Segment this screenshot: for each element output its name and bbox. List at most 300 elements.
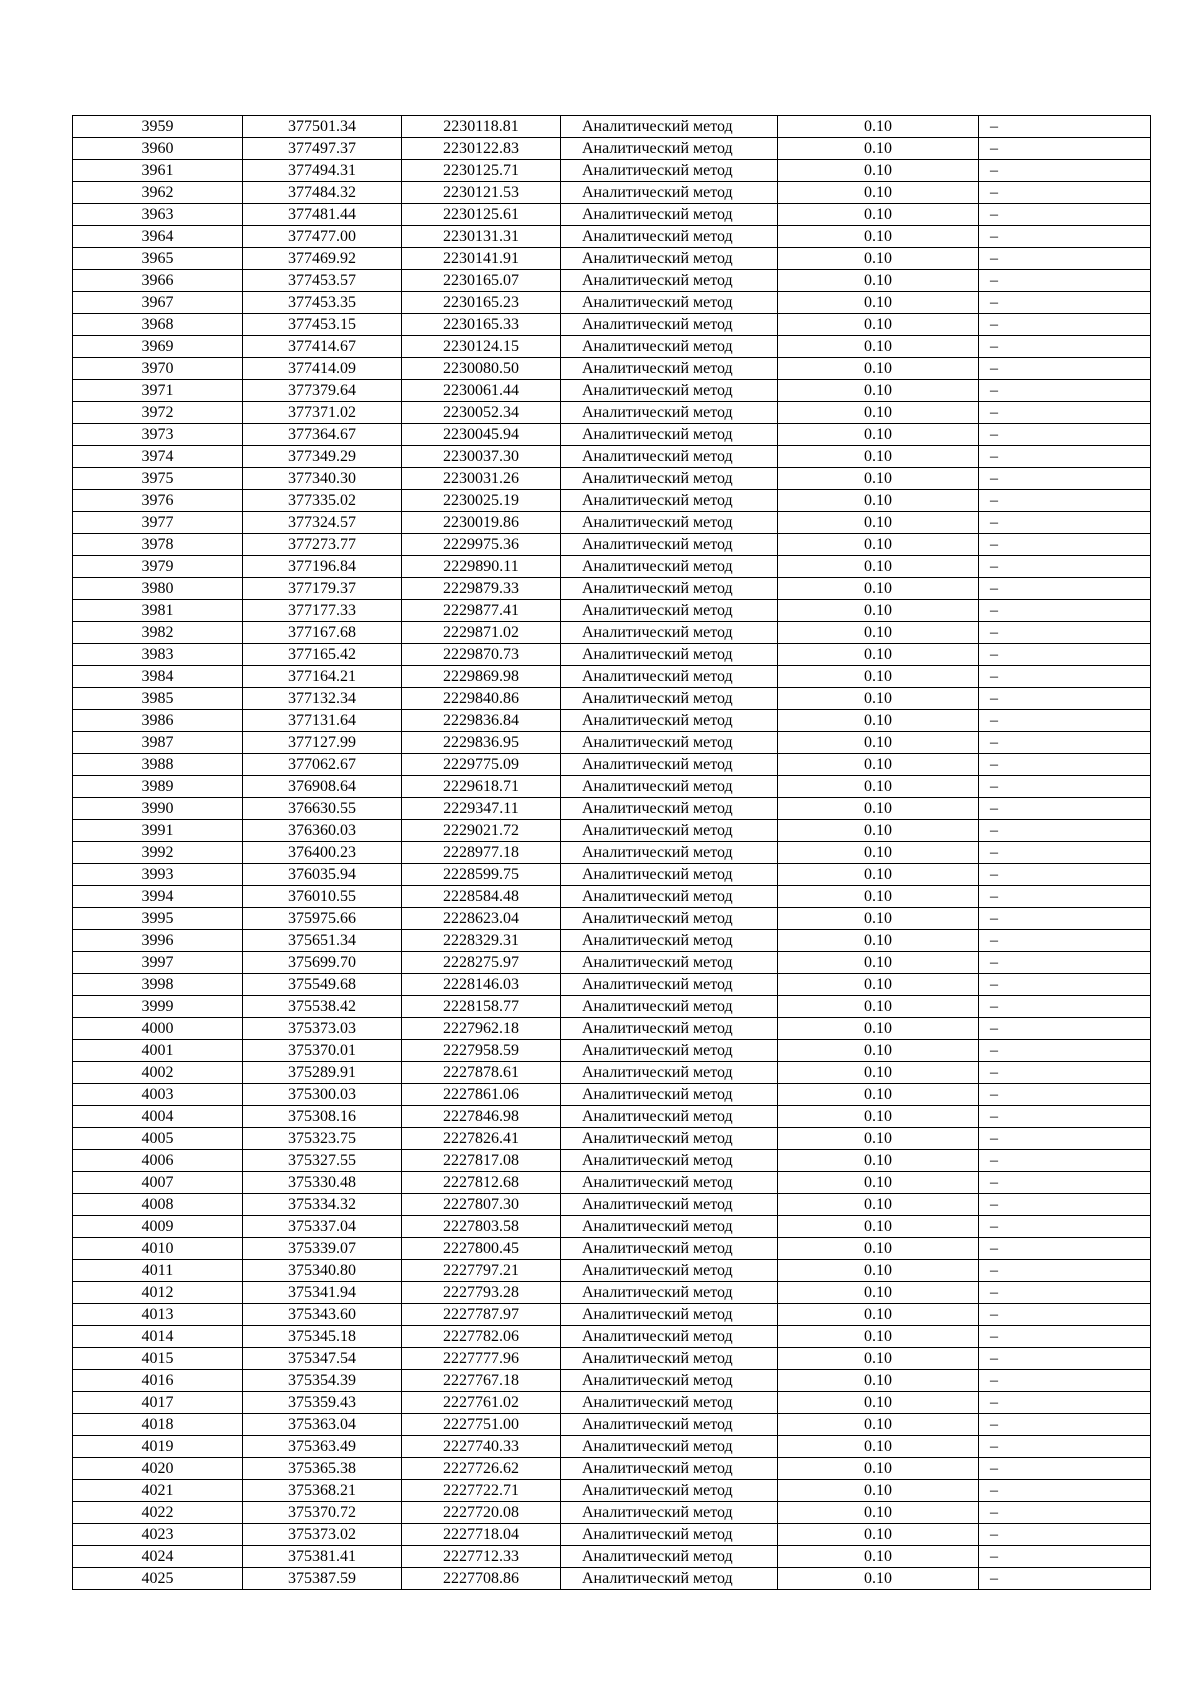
note-cell: – xyxy=(979,776,1151,798)
precision-cell: 0.10 xyxy=(778,1458,979,1480)
y-coordinate-cell: 2227712.33 xyxy=(402,1546,561,1568)
method-cell: Аналитический метод xyxy=(561,556,778,578)
table-row xyxy=(73,688,1151,710)
precision-cell: 0.10 xyxy=(778,270,979,292)
x-coordinate-cell: 377414.67 xyxy=(243,336,402,358)
precision-cell: 0.10 xyxy=(778,292,979,314)
method-cell: Аналитический метод xyxy=(561,490,778,512)
table-row xyxy=(73,1502,1151,1524)
point-number-cell: 3959 xyxy=(73,116,243,138)
note-cell: – xyxy=(979,116,1151,138)
y-coordinate-cell: 2230080.50 xyxy=(402,358,561,380)
point-number-cell: 3982 xyxy=(73,622,243,644)
precision-cell: 0.10 xyxy=(778,1084,979,1106)
y-coordinate-cell: 2228977.18 xyxy=(402,842,561,864)
point-number-cell: 3986 xyxy=(73,710,243,732)
x-coordinate-cell: 375337.04 xyxy=(243,1216,402,1238)
y-coordinate-cell: 2227740.33 xyxy=(402,1436,561,1458)
table-row xyxy=(73,204,1151,226)
y-coordinate-cell: 2230125.61 xyxy=(402,204,561,226)
point-number-cell: 3989 xyxy=(73,776,243,798)
note-cell: – xyxy=(979,1414,1151,1436)
point-number-cell: 3960 xyxy=(73,138,243,160)
x-coordinate-cell: 375340.80 xyxy=(243,1260,402,1282)
method-cell: Аналитический метод xyxy=(561,1084,778,1106)
precision-cell: 0.10 xyxy=(778,1018,979,1040)
x-coordinate-cell: 376908.64 xyxy=(243,776,402,798)
x-coordinate-cell: 376010.55 xyxy=(243,886,402,908)
method-cell: Аналитический метод xyxy=(561,688,778,710)
point-number-cell: 3978 xyxy=(73,534,243,556)
precision-cell: 0.10 xyxy=(778,732,979,754)
table-row xyxy=(73,226,1151,248)
point-number-cell: 3983 xyxy=(73,644,243,666)
precision-cell: 0.10 xyxy=(778,1150,979,1172)
note-cell: – xyxy=(979,754,1151,776)
note-cell: – xyxy=(979,864,1151,886)
point-number-cell: 3965 xyxy=(73,248,243,270)
note-cell: – xyxy=(979,1326,1151,1348)
precision-cell: 0.10 xyxy=(778,380,979,402)
method-cell: Аналитический метод xyxy=(561,886,778,908)
note-cell: – xyxy=(979,1084,1151,1106)
point-number-cell: 3992 xyxy=(73,842,243,864)
point-number-cell: 4020 xyxy=(73,1458,243,1480)
note-cell: – xyxy=(979,490,1151,512)
table-row xyxy=(73,446,1151,468)
point-number-cell: 4004 xyxy=(73,1106,243,1128)
point-number-cell: 4003 xyxy=(73,1084,243,1106)
method-cell: Аналитический метод xyxy=(561,1546,778,1568)
y-coordinate-cell: 2227708.86 xyxy=(402,1568,561,1590)
x-coordinate-cell: 377179.37 xyxy=(243,578,402,600)
x-coordinate-cell: 376400.23 xyxy=(243,842,402,864)
table-row xyxy=(73,1106,1151,1128)
y-coordinate-cell: 2227800.45 xyxy=(402,1238,561,1260)
y-coordinate-cell: 2230131.31 xyxy=(402,226,561,248)
table-row xyxy=(73,402,1151,424)
point-number-cell: 3967 xyxy=(73,292,243,314)
y-coordinate-cell: 2227767.18 xyxy=(402,1370,561,1392)
note-cell: – xyxy=(979,1238,1151,1260)
method-cell: Аналитический метод xyxy=(561,1282,778,1304)
note-cell: – xyxy=(979,1106,1151,1128)
note-cell: – xyxy=(979,226,1151,248)
y-coordinate-cell: 2230165.33 xyxy=(402,314,561,336)
note-cell: – xyxy=(979,952,1151,974)
method-cell: Аналитический метод xyxy=(561,908,778,930)
note-cell: – xyxy=(979,336,1151,358)
note-cell: – xyxy=(979,644,1151,666)
x-coordinate-cell: 377497.37 xyxy=(243,138,402,160)
point-number-cell: 3961 xyxy=(73,160,243,182)
y-coordinate-cell: 2227720.08 xyxy=(402,1502,561,1524)
method-cell: Аналитический метод xyxy=(561,732,778,754)
note-cell: – xyxy=(979,424,1151,446)
point-number-cell: 3990 xyxy=(73,798,243,820)
table-row xyxy=(73,1304,1151,1326)
note-cell: – xyxy=(979,534,1151,556)
point-number-cell: 4008 xyxy=(73,1194,243,1216)
x-coordinate-cell: 375289.91 xyxy=(243,1062,402,1084)
note-cell: – xyxy=(979,1568,1151,1590)
note-cell: – xyxy=(979,1458,1151,1480)
precision-cell: 0.10 xyxy=(778,1370,979,1392)
x-coordinate-cell: 377501.34 xyxy=(243,116,402,138)
y-coordinate-cell: 2229618.71 xyxy=(402,776,561,798)
note-cell: – xyxy=(979,842,1151,864)
precision-cell: 0.10 xyxy=(778,314,979,336)
point-number-cell: 4011 xyxy=(73,1260,243,1282)
point-number-cell: 3994 xyxy=(73,886,243,908)
x-coordinate-cell: 377477.00 xyxy=(243,226,402,248)
point-number-cell: 3987 xyxy=(73,732,243,754)
y-coordinate-cell: 2229870.73 xyxy=(402,644,561,666)
table-row xyxy=(73,534,1151,556)
x-coordinate-cell: 375330.48 xyxy=(243,1172,402,1194)
y-coordinate-cell: 2230019.86 xyxy=(402,512,561,534)
note-cell: – xyxy=(979,380,1151,402)
y-coordinate-cell: 2229879.33 xyxy=(402,578,561,600)
table-row xyxy=(73,556,1151,578)
method-cell: Аналитический метод xyxy=(561,710,778,732)
precision-cell: 0.10 xyxy=(778,446,979,468)
point-number-cell: 4006 xyxy=(73,1150,243,1172)
method-cell: Аналитический метод xyxy=(561,160,778,182)
note-cell: – xyxy=(979,908,1151,930)
x-coordinate-cell: 377132.34 xyxy=(243,688,402,710)
note-cell: – xyxy=(979,402,1151,424)
method-cell: Аналитический метод xyxy=(561,314,778,336)
table-row xyxy=(73,974,1151,996)
y-coordinate-cell: 2229840.86 xyxy=(402,688,561,710)
y-coordinate-cell: 2227846.98 xyxy=(402,1106,561,1128)
precision-cell: 0.10 xyxy=(778,820,979,842)
y-coordinate-cell: 2227826.41 xyxy=(402,1128,561,1150)
table-row xyxy=(73,754,1151,776)
point-number-cell: 4012 xyxy=(73,1282,243,1304)
method-cell: Аналитический метод xyxy=(561,754,778,776)
point-number-cell: 3980 xyxy=(73,578,243,600)
x-coordinate-cell: 375373.02 xyxy=(243,1524,402,1546)
point-number-cell: 3979 xyxy=(73,556,243,578)
x-coordinate-cell: 375365.38 xyxy=(243,1458,402,1480)
method-cell: Аналитический метод xyxy=(561,842,778,864)
table-row xyxy=(73,1238,1151,1260)
y-coordinate-cell: 2227817.08 xyxy=(402,1150,561,1172)
precision-cell: 0.10 xyxy=(778,116,979,138)
x-coordinate-cell: 375323.75 xyxy=(243,1128,402,1150)
precision-cell: 0.10 xyxy=(778,710,979,732)
method-cell: Аналитический метод xyxy=(561,1414,778,1436)
table-row xyxy=(73,864,1151,886)
x-coordinate-cell: 377453.57 xyxy=(243,270,402,292)
table-row xyxy=(73,336,1151,358)
point-number-cell: 4005 xyxy=(73,1128,243,1150)
y-coordinate-cell: 2227793.28 xyxy=(402,1282,561,1304)
method-cell: Аналитический метод xyxy=(561,1062,778,1084)
y-coordinate-cell: 2229775.09 xyxy=(402,754,561,776)
point-number-cell: 4025 xyxy=(73,1568,243,1590)
y-coordinate-cell: 2229836.84 xyxy=(402,710,561,732)
y-coordinate-cell: 2227962.18 xyxy=(402,1018,561,1040)
coordinate-table xyxy=(72,115,1151,1590)
note-cell: – xyxy=(979,1304,1151,1326)
y-coordinate-cell: 2230061.44 xyxy=(402,380,561,402)
point-number-cell: 4013 xyxy=(73,1304,243,1326)
y-coordinate-cell: 2230125.71 xyxy=(402,160,561,182)
table-row xyxy=(73,1150,1151,1172)
point-number-cell: 3988 xyxy=(73,754,243,776)
point-number-cell: 4009 xyxy=(73,1216,243,1238)
note-cell: – xyxy=(979,1018,1151,1040)
x-coordinate-cell: 375387.59 xyxy=(243,1568,402,1590)
method-cell: Аналитический метод xyxy=(561,1238,778,1260)
method-cell: Аналитический метод xyxy=(561,1458,778,1480)
x-coordinate-cell: 377379.64 xyxy=(243,380,402,402)
method-cell: Аналитический метод xyxy=(561,534,778,556)
table-row xyxy=(73,1018,1151,1040)
note-cell: – xyxy=(979,182,1151,204)
table-row xyxy=(73,732,1151,754)
x-coordinate-cell: 377453.35 xyxy=(243,292,402,314)
table-row xyxy=(73,1546,1151,1568)
table-row xyxy=(73,1392,1151,1414)
method-cell: Аналитический метод xyxy=(561,820,778,842)
y-coordinate-cell: 2230045.94 xyxy=(402,424,561,446)
x-coordinate-cell: 377127.99 xyxy=(243,732,402,754)
y-coordinate-cell: 2230122.83 xyxy=(402,138,561,160)
table-row xyxy=(73,1084,1151,1106)
precision-cell: 0.10 xyxy=(778,468,979,490)
y-coordinate-cell: 2229869.98 xyxy=(402,666,561,688)
precision-cell: 0.10 xyxy=(778,1260,979,1282)
x-coordinate-cell: 377364.67 xyxy=(243,424,402,446)
note-cell: – xyxy=(979,886,1151,908)
x-coordinate-cell: 377484.32 xyxy=(243,182,402,204)
x-coordinate-cell: 377324.57 xyxy=(243,512,402,534)
note-cell: – xyxy=(979,820,1151,842)
precision-cell: 0.10 xyxy=(778,952,979,974)
table-row xyxy=(73,952,1151,974)
y-coordinate-cell: 2227782.06 xyxy=(402,1326,561,1348)
table-row xyxy=(73,622,1151,644)
method-cell: Аналитический метод xyxy=(561,622,778,644)
method-cell: Аналитический метод xyxy=(561,1392,778,1414)
method-cell: Аналитический метод xyxy=(561,402,778,424)
note-cell: – xyxy=(979,974,1151,996)
y-coordinate-cell: 2230141.91 xyxy=(402,248,561,270)
method-cell: Аналитический метод xyxy=(561,1128,778,1150)
y-coordinate-cell: 2227807.30 xyxy=(402,1194,561,1216)
y-coordinate-cell: 2230031.26 xyxy=(402,468,561,490)
y-coordinate-cell: 2227777.96 xyxy=(402,1348,561,1370)
x-coordinate-cell: 377165.42 xyxy=(243,644,402,666)
precision-cell: 0.10 xyxy=(778,886,979,908)
note-cell: – xyxy=(979,622,1151,644)
x-coordinate-cell: 375308.16 xyxy=(243,1106,402,1128)
table-row xyxy=(73,644,1151,666)
y-coordinate-cell: 2227726.62 xyxy=(402,1458,561,1480)
precision-cell: 0.10 xyxy=(778,974,979,996)
note-cell: – xyxy=(979,314,1151,336)
y-coordinate-cell: 2228158.77 xyxy=(402,996,561,1018)
method-cell: Аналитический метод xyxy=(561,996,778,1018)
method-cell: Аналитический метод xyxy=(561,512,778,534)
y-coordinate-cell: 2227797.21 xyxy=(402,1260,561,1282)
x-coordinate-cell: 375347.54 xyxy=(243,1348,402,1370)
x-coordinate-cell: 377177.33 xyxy=(243,600,402,622)
note-cell: – xyxy=(979,1546,1151,1568)
table-row xyxy=(73,1062,1151,1084)
precision-cell: 0.10 xyxy=(778,1546,979,1568)
point-number-cell: 3985 xyxy=(73,688,243,710)
note-cell: – xyxy=(979,732,1151,754)
method-cell: Аналитический метод xyxy=(561,248,778,270)
method-cell: Аналитический метод xyxy=(561,358,778,380)
y-coordinate-cell: 2228329.31 xyxy=(402,930,561,952)
x-coordinate-cell: 375345.18 xyxy=(243,1326,402,1348)
table-row xyxy=(73,776,1151,798)
table-row xyxy=(73,930,1151,952)
note-cell: – xyxy=(979,710,1151,732)
table-row xyxy=(73,908,1151,930)
point-number-cell: 3981 xyxy=(73,600,243,622)
method-cell: Аналитический метод xyxy=(561,1172,778,1194)
x-coordinate-cell: 377414.09 xyxy=(243,358,402,380)
precision-cell: 0.10 xyxy=(778,556,979,578)
x-coordinate-cell: 375368.21 xyxy=(243,1480,402,1502)
note-cell: – xyxy=(979,1062,1151,1084)
precision-cell: 0.10 xyxy=(778,1304,979,1326)
point-number-cell: 3974 xyxy=(73,446,243,468)
y-coordinate-cell: 2230118.81 xyxy=(402,116,561,138)
note-cell: – xyxy=(979,798,1151,820)
note-cell: – xyxy=(979,1194,1151,1216)
point-number-cell: 3995 xyxy=(73,908,243,930)
method-cell: Аналитический метод xyxy=(561,1018,778,1040)
method-cell: Аналитический метод xyxy=(561,930,778,952)
method-cell: Аналитический метод xyxy=(561,1524,778,1546)
y-coordinate-cell: 2228599.75 xyxy=(402,864,561,886)
precision-cell: 0.10 xyxy=(778,1128,979,1150)
point-number-cell: 3964 xyxy=(73,226,243,248)
table-row xyxy=(73,710,1151,732)
precision-cell: 0.10 xyxy=(778,358,979,380)
x-coordinate-cell: 375370.01 xyxy=(243,1040,402,1062)
table-row xyxy=(73,996,1151,1018)
point-number-cell: 3973 xyxy=(73,424,243,446)
x-coordinate-cell: 377196.84 xyxy=(243,556,402,578)
method-cell: Аналитический метод xyxy=(561,468,778,490)
x-coordinate-cell: 375381.41 xyxy=(243,1546,402,1568)
y-coordinate-cell: 2230121.53 xyxy=(402,182,561,204)
point-number-cell: 3962 xyxy=(73,182,243,204)
note-cell: – xyxy=(979,204,1151,226)
method-cell: Аналитический метод xyxy=(561,204,778,226)
x-coordinate-cell: 375359.43 xyxy=(243,1392,402,1414)
precision-cell: 0.10 xyxy=(778,622,979,644)
precision-cell: 0.10 xyxy=(778,842,979,864)
point-number-cell: 4021 xyxy=(73,1480,243,1502)
precision-cell: 0.10 xyxy=(778,1238,979,1260)
x-coordinate-cell: 375339.07 xyxy=(243,1238,402,1260)
point-number-cell: 3969 xyxy=(73,336,243,358)
method-cell: Аналитический метод xyxy=(561,776,778,798)
point-number-cell: 4016 xyxy=(73,1370,243,1392)
precision-cell: 0.10 xyxy=(778,666,979,688)
note-cell: – xyxy=(979,358,1151,380)
precision-cell: 0.10 xyxy=(778,1194,979,1216)
note-cell: – xyxy=(979,138,1151,160)
precision-cell: 0.10 xyxy=(778,864,979,886)
x-coordinate-cell: 375300.03 xyxy=(243,1084,402,1106)
point-number-cell: 3977 xyxy=(73,512,243,534)
x-coordinate-cell: 375651.34 xyxy=(243,930,402,952)
method-cell: Аналитический метод xyxy=(561,644,778,666)
y-coordinate-cell: 2227803.58 xyxy=(402,1216,561,1238)
y-coordinate-cell: 2229975.36 xyxy=(402,534,561,556)
note-cell: – xyxy=(979,512,1151,534)
method-cell: Аналитический метод xyxy=(561,1480,778,1502)
precision-cell: 0.10 xyxy=(778,490,979,512)
precision-cell: 0.10 xyxy=(778,600,979,622)
point-number-cell: 4000 xyxy=(73,1018,243,1040)
table-row xyxy=(73,1568,1151,1590)
precision-cell: 0.10 xyxy=(778,336,979,358)
y-coordinate-cell: 2230052.34 xyxy=(402,402,561,424)
note-cell: – xyxy=(979,1348,1151,1370)
precision-cell: 0.10 xyxy=(778,204,979,226)
y-coordinate-cell: 2227718.04 xyxy=(402,1524,561,1546)
method-cell: Аналитический метод xyxy=(561,1216,778,1238)
precision-cell: 0.10 xyxy=(778,1172,979,1194)
table-row xyxy=(73,512,1151,534)
y-coordinate-cell: 2229021.72 xyxy=(402,820,561,842)
table-row xyxy=(73,1480,1151,1502)
method-cell: Аналитический метод xyxy=(561,1040,778,1062)
point-number-cell: 3963 xyxy=(73,204,243,226)
y-coordinate-cell: 2227722.71 xyxy=(402,1480,561,1502)
x-coordinate-cell: 377167.68 xyxy=(243,622,402,644)
note-cell: – xyxy=(979,270,1151,292)
precision-cell: 0.10 xyxy=(778,1480,979,1502)
precision-cell: 0.10 xyxy=(778,996,979,1018)
precision-cell: 0.10 xyxy=(778,930,979,952)
x-coordinate-cell: 375334.32 xyxy=(243,1194,402,1216)
table-row xyxy=(73,1436,1151,1458)
x-coordinate-cell: 377494.31 xyxy=(243,160,402,182)
note-cell: – xyxy=(979,1524,1151,1546)
method-cell: Аналитический метод xyxy=(561,1502,778,1524)
point-number-cell: 3991 xyxy=(73,820,243,842)
table-row xyxy=(73,1216,1151,1238)
method-cell: Аналитический метод xyxy=(561,952,778,974)
precision-cell: 0.10 xyxy=(778,798,979,820)
precision-cell: 0.10 xyxy=(778,138,979,160)
note-cell: – xyxy=(979,1150,1151,1172)
x-coordinate-cell: 375341.94 xyxy=(243,1282,402,1304)
x-coordinate-cell: 375363.49 xyxy=(243,1436,402,1458)
precision-cell: 0.10 xyxy=(778,182,979,204)
y-coordinate-cell: 2227751.00 xyxy=(402,1414,561,1436)
precision-cell: 0.10 xyxy=(778,226,979,248)
table-row xyxy=(73,160,1151,182)
table-row xyxy=(73,1370,1151,1392)
method-cell: Аналитический метод xyxy=(561,1436,778,1458)
table-row xyxy=(73,138,1151,160)
note-cell: – xyxy=(979,1392,1151,1414)
